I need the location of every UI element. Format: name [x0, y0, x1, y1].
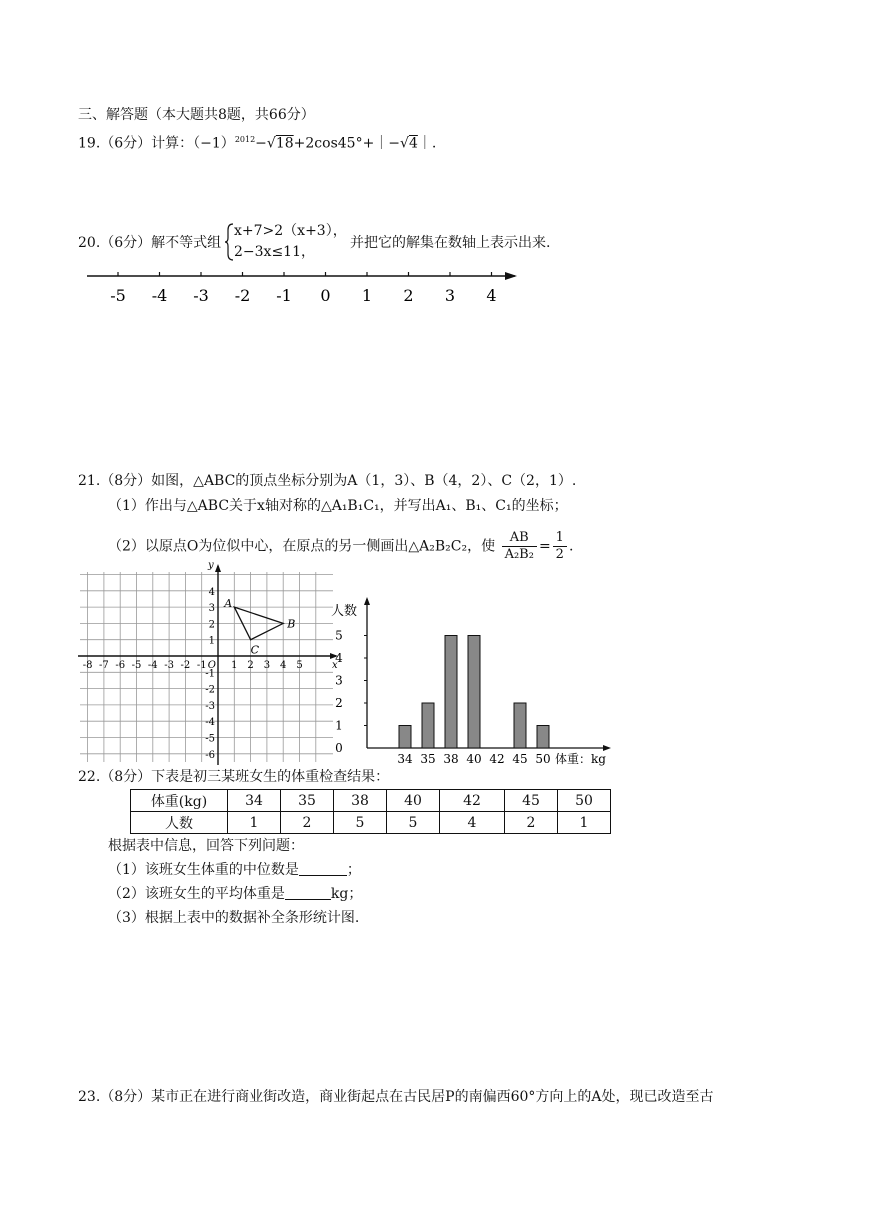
chart-bar: [399, 726, 411, 749]
section-title: 三、解答题（本大题共8题，共66分）: [78, 107, 315, 123]
weight-table: [130, 789, 611, 834]
sqrt-icon: √: [266, 135, 276, 152]
chart-x-tick: 40: [466, 752, 482, 766]
chart-y-tick: 2: [335, 696, 343, 710]
grid-x-tick: -7: [99, 660, 109, 671]
chart-y-tick: 4: [335, 651, 343, 665]
coordinate-grid: [78, 560, 340, 770]
grid-y-tick: -6: [205, 749, 215, 761]
number-line-label: 1: [361, 286, 373, 305]
fraction-ab: $\frac{AB}{\text{A₂B₂}}$: [502, 530, 537, 563]
number-line-label: 3: [444, 286, 456, 305]
grid-y-tick: -5: [205, 733, 215, 745]
q20-lead: 20.（6分）解不等式组: [78, 235, 222, 251]
grid-x-tick: -8: [82, 660, 93, 671]
chart-y-label: 人数: [331, 604, 358, 619]
chart-bar: [445, 636, 457, 749]
table-row: 体重(kg) 34 35 38 40 42 45 50: [131, 790, 611, 812]
table-header-label: 体重(kg): [131, 790, 228, 812]
chart-bar: [468, 636, 480, 749]
chart-x-tick: 45: [512, 752, 528, 766]
q22-part1: （1）该班女生体重的中位数是 ；: [108, 862, 361, 878]
number-line-label: -1: [276, 286, 292, 305]
number-line-label: -2: [234, 286, 251, 305]
grid-x-tick: -4: [147, 660, 158, 671]
grid-y-tick: -2: [205, 684, 215, 696]
q19-number: 19.（6分）计算：: [78, 135, 194, 152]
q22-part2: （2）该班女生的平均体重是 kg；: [108, 886, 363, 902]
grid-x-tick: -5: [131, 660, 142, 671]
bar-chart: [325, 595, 615, 770]
grid-x-tick: -1: [196, 660, 207, 671]
chart-y-tick: 0: [335, 741, 343, 755]
arrow-right-icon: [505, 272, 517, 280]
q22-part3: （3）根据上表中的数据补全条形统计图.: [108, 910, 360, 926]
grid-y-tick: -4: [205, 717, 215, 729]
chart-x-tick: 38: [443, 752, 459, 766]
q21-part1: （1）作出与△ABC关于x轴对称的△A₁B₁C₁，并写出A₁、B₁、C₁的坐标；: [108, 498, 568, 514]
grid-x-tick: 1: [231, 660, 238, 671]
grid-y-tick: 2: [208, 619, 215, 631]
chart-bar: [537, 726, 549, 749]
chart-x-label: 体重：kg: [555, 752, 606, 766]
chart-y-tick: 1: [335, 718, 343, 733]
grid-x-tick: 3: [263, 660, 271, 671]
table-row-label: 人数: [131, 812, 228, 834]
chart-x-tick: 34: [397, 752, 413, 766]
grid-origin-label: O: [207, 660, 216, 671]
grid-y-tick: 1: [208, 635, 215, 647]
question-23: 23.（8分）某市正在进行商业街改造，商业街起点在古民居P的南偏西60°方向上的A处，现已改造至古: [78, 1089, 714, 1105]
grid-x-tick: 2: [247, 660, 254, 671]
chart-y-tick: 5: [335, 628, 343, 643]
number-line: [85, 268, 525, 308]
chart-x-tick: 50: [535, 752, 551, 766]
point-label: B: [287, 617, 296, 631]
number-line-label: -5: [110, 286, 126, 305]
grid-x-tick: 5: [296, 660, 303, 671]
point-label: C: [250, 643, 260, 657]
grid-y-tick: 3: [208, 603, 215, 615]
q21-lead: 21.（8分）如图，△ABC的顶点坐标分别为A（1，3）、B（4，2）、C（2，1）.: [78, 473, 577, 489]
number-line-label: -3: [193, 286, 209, 305]
number-line-label: 4: [486, 286, 497, 305]
chart-bar: [514, 703, 526, 748]
grid-y-tick: -1: [205, 668, 215, 680]
q22-intro: 根据表中信息，回答下列问题：: [108, 838, 304, 854]
chart-y-tick: 3: [335, 673, 343, 688]
grid-x-tick: -3: [164, 660, 174, 671]
grid-x-tick: -2: [180, 660, 191, 671]
number-line-label: 0: [320, 286, 331, 305]
grid-y-tick: -3: [205, 700, 215, 712]
grid-x-tick: -6: [115, 660, 126, 671]
q20-tail: 并把它的解集在数轴上表示出来.: [350, 235, 551, 251]
sqrt-icon: √: [400, 135, 409, 152]
chart-x-tick: 35: [420, 752, 436, 766]
chart-x-tick: 42: [489, 752, 505, 766]
q21-part2: （2）以原点O为位似中心，在原点的另一侧画出△A₂B₂C₂，使 $\frac{AB}{\text{A₂B₂}}$ = $\frac{1}{2}$ .: [108, 530, 574, 562]
q20-inequality-2: 2−3x≤11，: [234, 244, 315, 260]
grid-x-tick: 4: [280, 660, 287, 671]
q20-inequality-1: x+7>2（x+3），: [234, 223, 347, 239]
grid-y-label: y: [208, 560, 214, 571]
arrow-up-icon: [364, 597, 370, 605]
fraction-half: $\frac{1}{2}$: [553, 530, 567, 563]
grid-x-label: x: [332, 660, 338, 671]
table-row: 人数 1 2 5 5 4 2 1: [131, 812, 611, 834]
number-line-label: 2: [403, 286, 414, 305]
q22-lead: 22.（8分）下表是初三某班女生的体重检查结果：: [78, 769, 390, 785]
arrow-right-icon: [603, 745, 611, 751]
point-label: A: [224, 597, 233, 611]
answer-blank[interactable]: [285, 885, 331, 900]
arrow-up-icon: [215, 564, 221, 572]
grid-y-tick: 4: [208, 586, 215, 598]
number-line-label: -4: [151, 286, 168, 305]
question-19: 19.（6分）计算：$(-1)^{2012}-√18+2\cos 45^\circ+|-√4|$.: [78, 135, 437, 152]
chart-bar: [422, 703, 434, 748]
answer-blank[interactable]: [299, 861, 347, 876]
